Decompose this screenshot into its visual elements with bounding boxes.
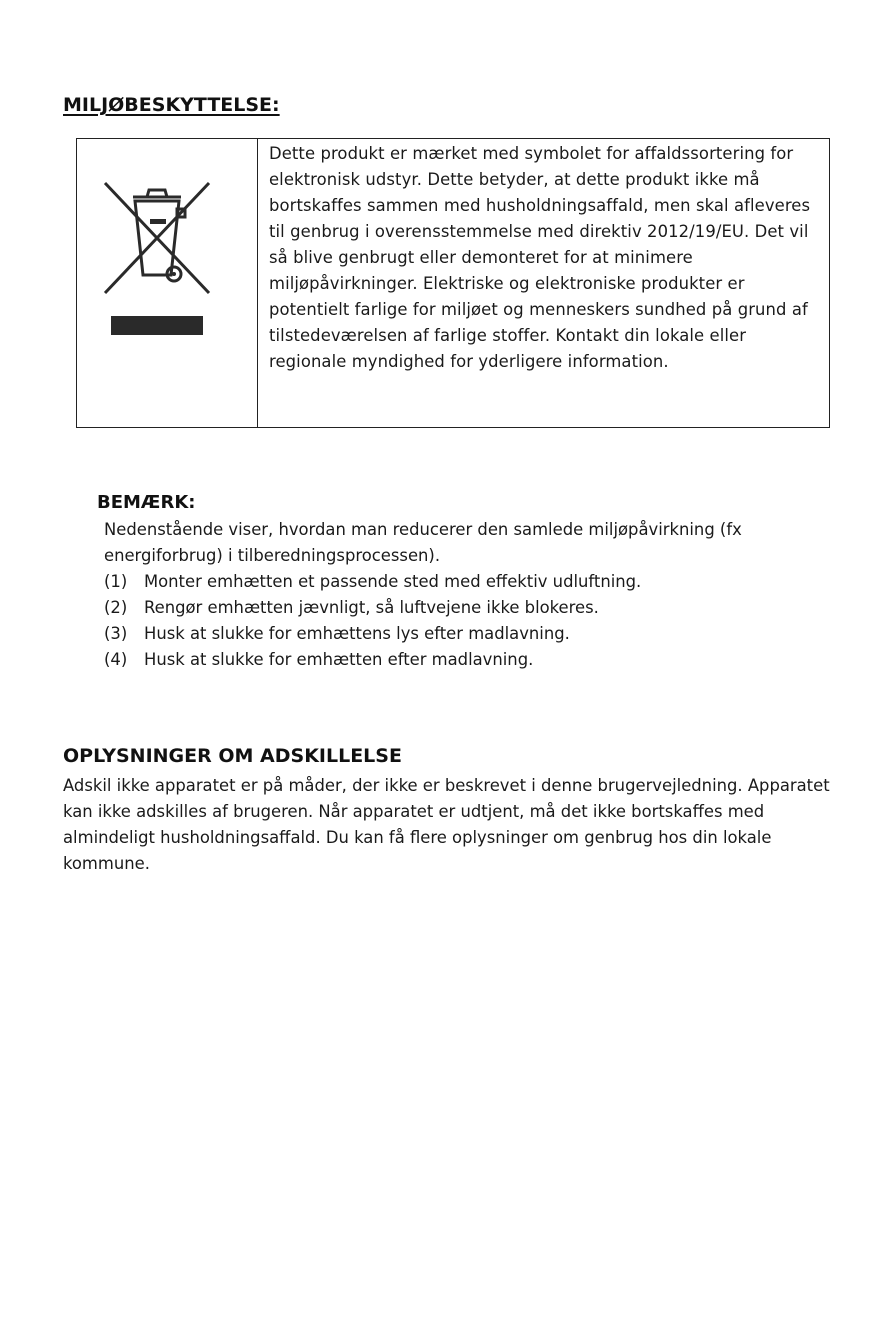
disassembly-text: Adskil ikke apparatet er på måder, der ikke er beskrevet i denne brugervejledning. Apparatet kan ikke adskilles af brugeren. Når apparatet er udtjent, må det ikke bortskaffes med almindeligt husholdningsaffald. Du kan få flere oplysninger om genbrug hos din lokale kommune. [63,776,830,873]
list-item [104,647,834,673]
list-item-text: Monter emhætten et passende sted med effektiv udluftning. [144,572,642,591]
list-item-text: Rengør emhætten jævnligt, så luftvejene ikke blokeres. [144,598,599,617]
weee-description: Dette produkt er mærket med symbolet for affaldssortering for elektronisk udstyr. Dette betyder, at dette produkt ikke må bortskaffes sammen med husholdningsaffald, men skal afleveres til genbrug i overensstemmelse med direktiv 2012/19/EU. Det vil så blive genbrugt eller demonteret for at minimere miljøpåvirkninger. Elektriske og elektroniske produkter er potentielt farlige for miljøet og menneskers sundhed på grund af tilstedeværelsen af farlige stoffer. Kontakt din lokale eller regionale myndighed for yderligere information. [269,144,811,371]
environment-heading: MILJØBESKYTTELSE: [63,94,280,116]
weee-crossed-out-bin-icon [97,175,217,335]
note-block [104,517,834,673]
list-item-text: Husk at slukke for emhættens lys efter madlavning. [144,624,570,643]
list-item-text: Husk at slukke for emhætten efter madlavning. [144,650,534,669]
note-list [104,569,834,673]
note-intro: Nedenstående viser, hvordan man reducerer den samlede miljøpåvirkning (fx energiforbrug) i tilberedningsprocessen). [104,520,742,565]
list-item [104,621,834,647]
weee-info-table [76,138,830,428]
list-item [104,595,834,621]
list-item-number: (4) [104,650,128,669]
list-item-number: (2) [104,598,128,617]
note-heading: BEMÆRK: [97,492,196,513]
weee-symbol-cell [77,139,258,427]
list-item-number: (1) [104,572,128,591]
list-item [104,569,834,595]
list-item-number: (3) [104,624,128,643]
disassembly-heading: OPLYSNINGER OM ADSKILLELSE [63,745,402,767]
